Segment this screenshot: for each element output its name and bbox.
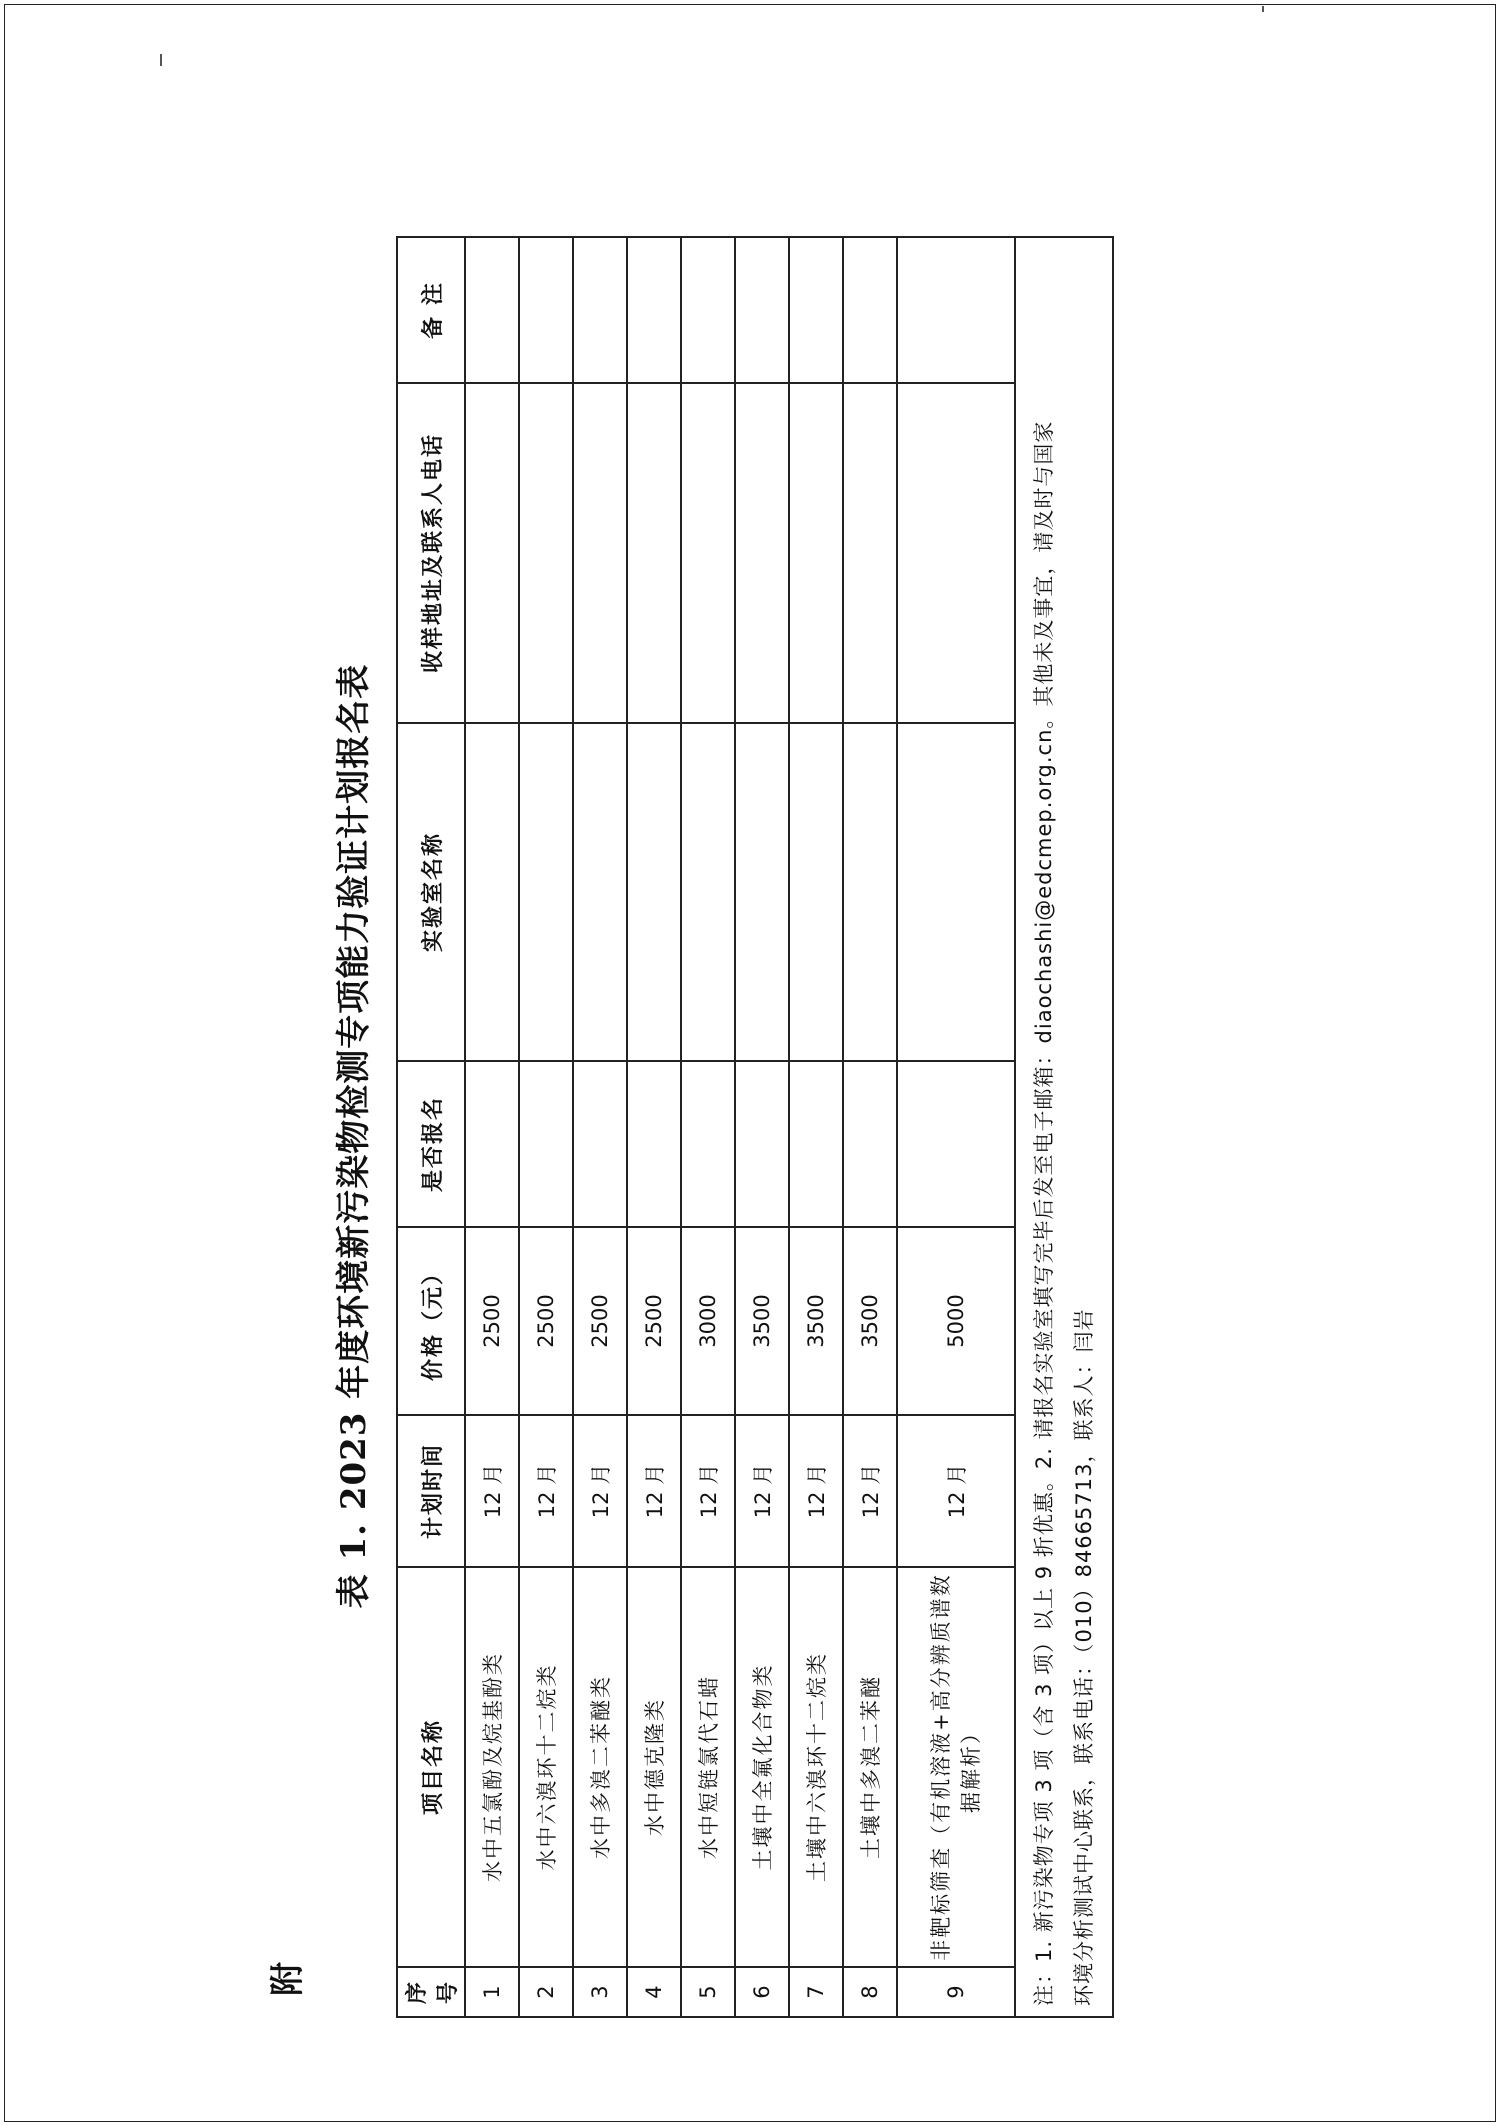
table-note-row <box>1015 237 1113 2017</box>
cell-lab[interactable] <box>897 723 1015 1061</box>
cell-price: 2500 <box>627 1227 681 1415</box>
cell-address[interactable] <box>735 383 789 723</box>
cell-price: 3000 <box>681 1227 735 1415</box>
cell-time: 12 月 <box>465 1415 519 1567</box>
cell-address[interactable] <box>681 383 735 723</box>
cell-signup[interactable] <box>735 1061 789 1227</box>
table-row <box>897 237 1015 2017</box>
cell-address[interactable] <box>465 383 519 723</box>
cell-address[interactable] <box>573 383 627 723</box>
cell-lab[interactable] <box>627 723 681 1061</box>
cell-remark[interactable] <box>843 237 897 383</box>
cell-name: 水中短链氯代石蜡 <box>681 1567 735 1967</box>
cell-seq: 2 <box>519 1967 573 2017</box>
cell-lab[interactable] <box>789 723 843 1061</box>
header-seq: 序号 <box>397 1967 465 2017</box>
cell-lab[interactable] <box>843 723 897 1061</box>
header-name: 项目名称 <box>397 1567 465 1967</box>
cell-signup[interactable] <box>681 1061 735 1227</box>
table-header-row <box>397 237 465 2017</box>
cell-time: 12 月 <box>897 1415 1015 1567</box>
cell-signup[interactable] <box>897 1061 1015 1227</box>
table-row <box>573 237 627 2017</box>
cell-signup[interactable] <box>843 1061 897 1227</box>
cell-name: 水中五氯酚及烷基酚类 <box>465 1567 519 1967</box>
attachment-label: 附 <box>268 1962 308 1996</box>
cell-address[interactable] <box>519 383 573 723</box>
header-price: 价格（元） <box>397 1227 465 1415</box>
cell-seq: 9 <box>897 1967 1015 2017</box>
cell-signup[interactable] <box>519 1061 573 1227</box>
cell-address[interactable] <box>843 383 897 723</box>
cell-name: 土壤中全氟化合物类 <box>735 1567 789 1967</box>
cell-time: 12 月 <box>789 1415 843 1567</box>
cell-signup[interactable] <box>789 1061 843 1227</box>
cell-remark[interactable] <box>627 237 681 383</box>
cell-price: 5000 <box>897 1227 1015 1415</box>
cell-lab[interactable] <box>465 723 519 1061</box>
header-remark: 备 注 <box>397 237 465 383</box>
registration-table <box>396 236 1114 2018</box>
cell-name: 土壤中多溴二苯醚 <box>843 1567 897 1967</box>
cell-remark[interactable] <box>681 237 735 383</box>
table-row <box>627 237 681 2017</box>
table-row <box>789 237 843 2017</box>
note-line-1: 注：1. 新污染物专项 3 项（含 3 项）以上 9 折优惠。2. 请报名实验室填写完毕后发至电子邮箱：diaochashi@edcmep.org.cn。其他未及事宜，请及时与国家 <box>1032 420 1056 2006</box>
cell-time: 12 月 <box>573 1415 627 1567</box>
cell-signup[interactable] <box>573 1061 627 1227</box>
table-row <box>465 237 519 2017</box>
header-address: 收样地址及联系人电话 <box>397 383 465 723</box>
cell-remark[interactable] <box>519 237 573 383</box>
cell-time: 12 月 <box>735 1415 789 1567</box>
header-time: 计划时间 <box>397 1415 465 1567</box>
header-signup: 是否报名 <box>397 1061 465 1227</box>
cell-lab[interactable] <box>573 723 627 1061</box>
cell-lab[interactable] <box>735 723 789 1061</box>
cell-seq: 3 <box>573 1967 627 2017</box>
table-note <box>1015 237 1113 2017</box>
cell-remark[interactable] <box>735 237 789 383</box>
cell-remark[interactable] <box>789 237 843 383</box>
cell-lab[interactable] <box>681 723 735 1061</box>
cell-seq: 6 <box>735 1967 789 2017</box>
scan-mark <box>160 54 162 66</box>
cell-price: 3500 <box>789 1227 843 1415</box>
table-row <box>681 237 735 2017</box>
note-line-2: 环境分析测试中心联系，联系电话：（010）84665713，联系人：闫岩 <box>1072 1308 1096 2006</box>
cell-time: 12 月 <box>681 1415 735 1567</box>
table-row <box>843 237 897 2017</box>
cell-name: 水中多溴二苯醚类 <box>573 1567 627 1967</box>
cell-remark[interactable] <box>897 237 1015 383</box>
cell-time: 12 月 <box>843 1415 897 1567</box>
cell-signup[interactable] <box>465 1061 519 1227</box>
cell-address[interactable] <box>897 383 1015 723</box>
cell-name: 水中德克隆类 <box>627 1567 681 1967</box>
cell-address[interactable] <box>627 383 681 723</box>
cell-price: 3500 <box>735 1227 789 1415</box>
cell-price: 2500 <box>519 1227 573 1415</box>
cell-name: 土壤中六溴环十二烷类 <box>789 1567 843 1967</box>
cell-signup[interactable] <box>627 1061 681 1227</box>
cell-lab[interactable] <box>519 723 573 1061</box>
cell-name: 非靶标筛查（有机溶液+高分辨质谱数据解析） <box>897 1567 1015 1967</box>
cell-price: 2500 <box>573 1227 627 1415</box>
header-lab: 实验室名称 <box>397 723 465 1061</box>
table-row <box>735 237 789 2017</box>
document-title: 表 1. 2023 年度环境新污染物检测专项能力验证计划报名表 <box>334 663 374 1609</box>
rotated-content <box>236 126 1136 2026</box>
cell-remark[interactable] <box>573 237 627 383</box>
cell-seq: 8 <box>843 1967 897 2017</box>
cell-price: 3500 <box>843 1227 897 1415</box>
cell-time: 12 月 <box>519 1415 573 1567</box>
cell-seq: 4 <box>627 1967 681 2017</box>
cell-time: 12 月 <box>627 1415 681 1567</box>
cell-seq: 5 <box>681 1967 735 2017</box>
cell-seq: 7 <box>789 1967 843 2017</box>
cell-remark[interactable] <box>465 237 519 383</box>
scan-mark <box>1262 6 1264 12</box>
cell-name: 水中六溴环十二烷类 <box>519 1567 573 1967</box>
cell-seq: 1 <box>465 1967 519 2017</box>
cell-address[interactable] <box>789 383 843 723</box>
table-row <box>519 237 573 2017</box>
cell-price: 2500 <box>465 1227 519 1415</box>
